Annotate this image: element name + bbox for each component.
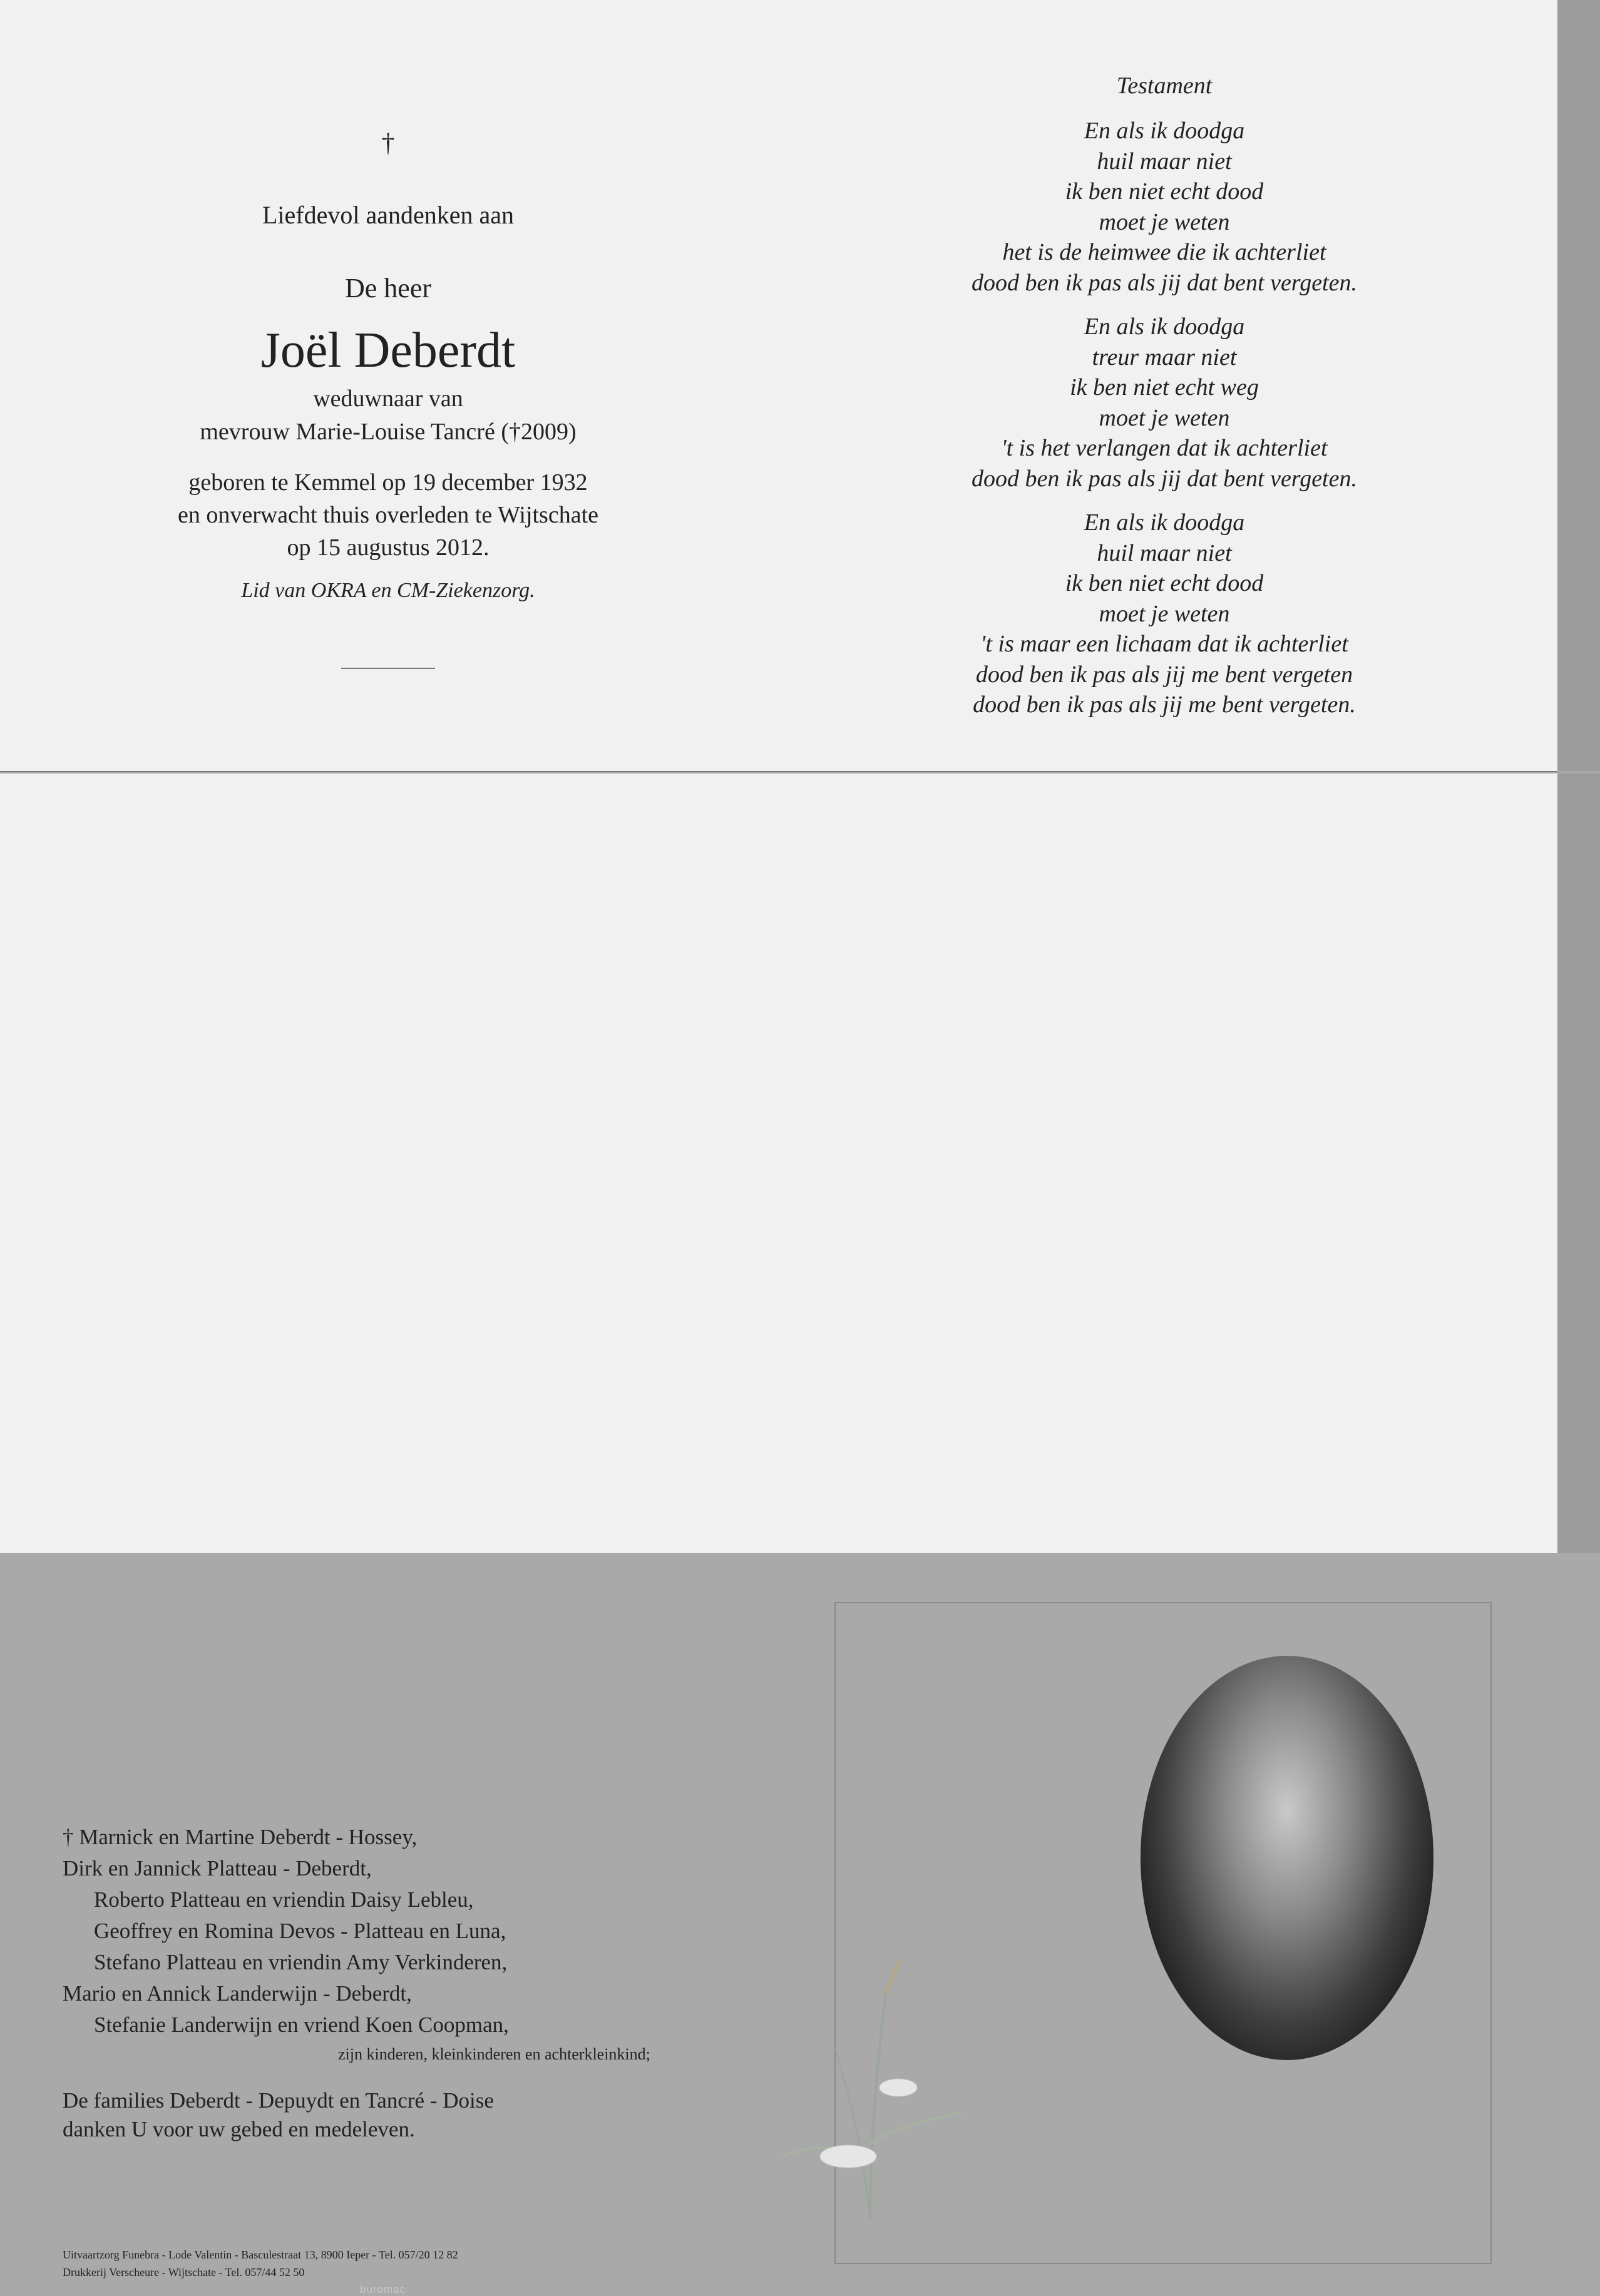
poem bbox=[864, 72, 1465, 734]
poem-line: En als ik doodga bbox=[1084, 509, 1245, 536]
poem-line: ik ben niet echt dood bbox=[1065, 570, 1264, 596]
lily-illustration bbox=[776, 1956, 964, 2219]
family-relation: zijn kinderen, kleinkinderen en achterkleinkind; bbox=[338, 2045, 650, 2063]
poem-line: 't is maar een lichaam dat ik achterliet bbox=[980, 631, 1348, 657]
poem-title: Testament bbox=[1116, 73, 1213, 99]
thanks-text bbox=[63, 2086, 751, 2144]
death-date-line: op 15 augustus 2012. bbox=[287, 534, 490, 561]
scan-edge bbox=[1557, 0, 1600, 771]
poem-line: 't is het verlangen dat ik achterliet bbox=[1001, 435, 1328, 461]
poem-line: En als ik doodga bbox=[1084, 314, 1245, 340]
poem-line: dood ben ik pas als jij dat bent vergeten. bbox=[972, 465, 1357, 492]
widow-line: weduwnaar van bbox=[313, 385, 463, 412]
memorial-card-front bbox=[0, 0, 1557, 772]
thanks-line: De families Deberdt - Depuydt en Tancré - Doise bbox=[63, 2088, 494, 2113]
funeral-home-line: Uitvaartzorg Funebra - Lode Valentin - Basculestraat 13, 8900 Ieper - Tel. 057/20 12 82 bbox=[63, 2248, 458, 2261]
memorial-card-back bbox=[0, 773, 1557, 2295]
poem-line: het is de heimwee die ik achterliet bbox=[1002, 239, 1326, 265]
poem-line: moet je weten bbox=[1099, 600, 1230, 627]
poem-stanza bbox=[864, 508, 1465, 720]
family-member: † Marnick en Martine Deberdt - Hossey, bbox=[63, 1825, 418, 1849]
poem-line: dood ben ik pas als jij me bent vergeten. bbox=[973, 691, 1356, 718]
poem-stanza bbox=[864, 312, 1465, 494]
cross-icon: † bbox=[381, 129, 395, 158]
poem-line: huil maar niet bbox=[1097, 148, 1232, 175]
scan-edge bbox=[1557, 773, 1600, 1553]
poem-line: huil maar niet bbox=[1097, 539, 1232, 566]
printer-line: Drukkerij Verscheure - Wijtschate - Tel. 057/44 52 50 bbox=[63, 2266, 305, 2278]
life-dates bbox=[106, 466, 670, 564]
family-member: Stefanie Landerwijn en vriend Koen Coopman, bbox=[94, 2013, 509, 2037]
poem-line: moet je weten bbox=[1099, 404, 1230, 431]
poem-line: ik ben niet echt dood bbox=[1065, 178, 1264, 205]
poem-stanza bbox=[864, 116, 1465, 298]
imprint bbox=[63, 2246, 626, 2281]
poem-line: dood ben ik pas als jij dat bent vergeten. bbox=[972, 269, 1357, 296]
death-line: en onverwacht thuis overleden te Wijtschate bbox=[177, 502, 599, 528]
honorific: De heer bbox=[344, 273, 431, 304]
family-member: Roberto Platteau en vriendin Daisy Lebleu, bbox=[94, 1887, 474, 1912]
poem-line: moet je weten bbox=[1099, 208, 1230, 235]
thanks-line: danken U voor uw gebed en medeleven. bbox=[63, 2117, 415, 2141]
membership-line: Lid van OKRA en CM-Ziekenzorg. bbox=[241, 579, 535, 602]
divider bbox=[341, 668, 435, 669]
family-list bbox=[63, 1822, 751, 2068]
poem-line: En als ik doodga bbox=[1084, 118, 1245, 144]
deceased-name: Joël Deberdt bbox=[260, 323, 516, 378]
family-member: Stefano Platteau en vriendin Amy Verkinderen, bbox=[94, 1950, 508, 1974]
poem-line: treur maar niet bbox=[1092, 344, 1237, 370]
family-member: Dirk en Jannick Platteau - Deberdt, bbox=[63, 1856, 372, 1880]
birth-line: geboren te Kemmel op 19 december 1932 bbox=[188, 469, 588, 496]
printer-watermark: buromac bbox=[360, 2283, 406, 2295]
family-member: Geoffrey en Romina Devos - Platteau en Luna, bbox=[94, 1919, 506, 1943]
intro-line: Liefdevol aandenken aan bbox=[262, 201, 514, 229]
family-member: Mario en Annick Landerwijn - Deberdt, bbox=[63, 1981, 412, 2006]
poem-line: ik ben niet echt weg bbox=[1070, 374, 1259, 401]
spouse-line: mevrouw Marie-Louise Tancré (†2009) bbox=[200, 419, 577, 445]
portrait-photo bbox=[1141, 1656, 1433, 2060]
poem-line: dood ben ik pas als jij me bent vergeten bbox=[975, 661, 1353, 688]
